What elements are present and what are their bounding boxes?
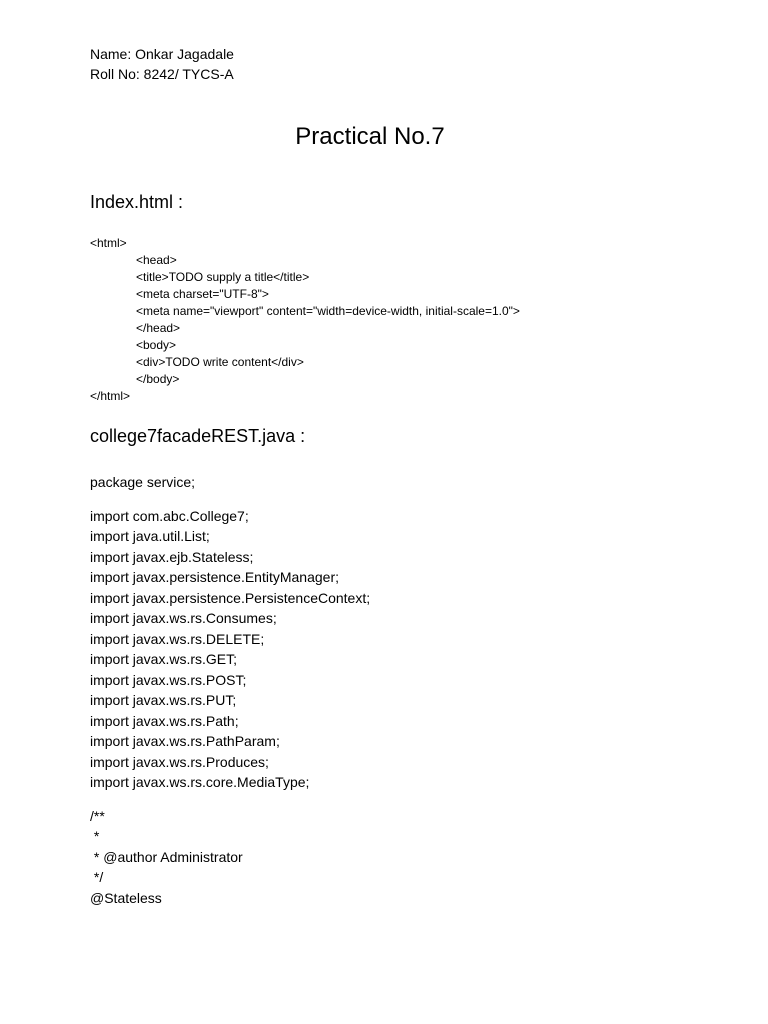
code-line: <head> (136, 253, 177, 267)
code-line: * @author Administrator (90, 848, 243, 865)
code-line: import javax.ws.rs.PUT; (90, 692, 237, 708)
code-line: </body> (136, 372, 180, 386)
student-name: Name: Onkar Jagadale (90, 46, 234, 62)
code-line: import javax.ws.rs.Path; (90, 712, 239, 729)
code-line: */ (90, 869, 104, 885)
code-line: import com.abc.College7; (90, 507, 249, 524)
code-line: </head> (136, 321, 181, 335)
code-line: import javax.ws.rs.POST; (90, 671, 247, 688)
html-code-block (90, 235, 520, 405)
blank-line (90, 493, 370, 506)
java-code-block (90, 472, 370, 908)
section-heading-index-html: Index.html : (90, 192, 184, 212)
code-line: import java.util.List; (90, 528, 210, 544)
page-title: Practical No.7 (295, 123, 445, 150)
code-line: import javax.persistence.EntityManager; (90, 569, 339, 585)
section-heading-java: college7facadeREST.java : (90, 426, 306, 446)
roll-number: Roll No: 8242/ TYCS-A (90, 66, 234, 82)
code-line: import javax.ws.rs.PathParam; (90, 733, 280, 749)
code-line: @Stateless (90, 889, 162, 906)
code-line: import javax.ws.rs.GET; (90, 651, 238, 667)
code-line: import javax.ws.rs.core.MediaType; (90, 774, 310, 790)
code-line: /** (90, 807, 105, 824)
code-line: import javax.ws.rs.Consumes; (90, 610, 277, 626)
code-line: import javax.ws.rs.DELETE; (90, 630, 265, 647)
code-line: <meta name="viewport" content="width=device-width, initial-scale=1.0"> (136, 304, 520, 318)
blank-line (90, 793, 370, 806)
code-line: import javax.ejb.Stateless; (90, 548, 254, 565)
code-line: import javax.ws.rs.Produces; (90, 753, 269, 770)
code-line: </html> (90, 389, 131, 403)
code-line: <html> (90, 236, 127, 250)
code-line: * (90, 828, 100, 844)
code-line: <meta charset="UTF-8"> (136, 287, 269, 301)
code-line: import javax.persistence.PersistenceContext; (90, 589, 371, 606)
code-line: package service; (90, 474, 196, 490)
code-line: <div>TODO write content</div> (136, 355, 304, 369)
code-line: <body> (136, 338, 177, 352)
code-line: <title>TODO supply a title</title> (136, 270, 310, 284)
